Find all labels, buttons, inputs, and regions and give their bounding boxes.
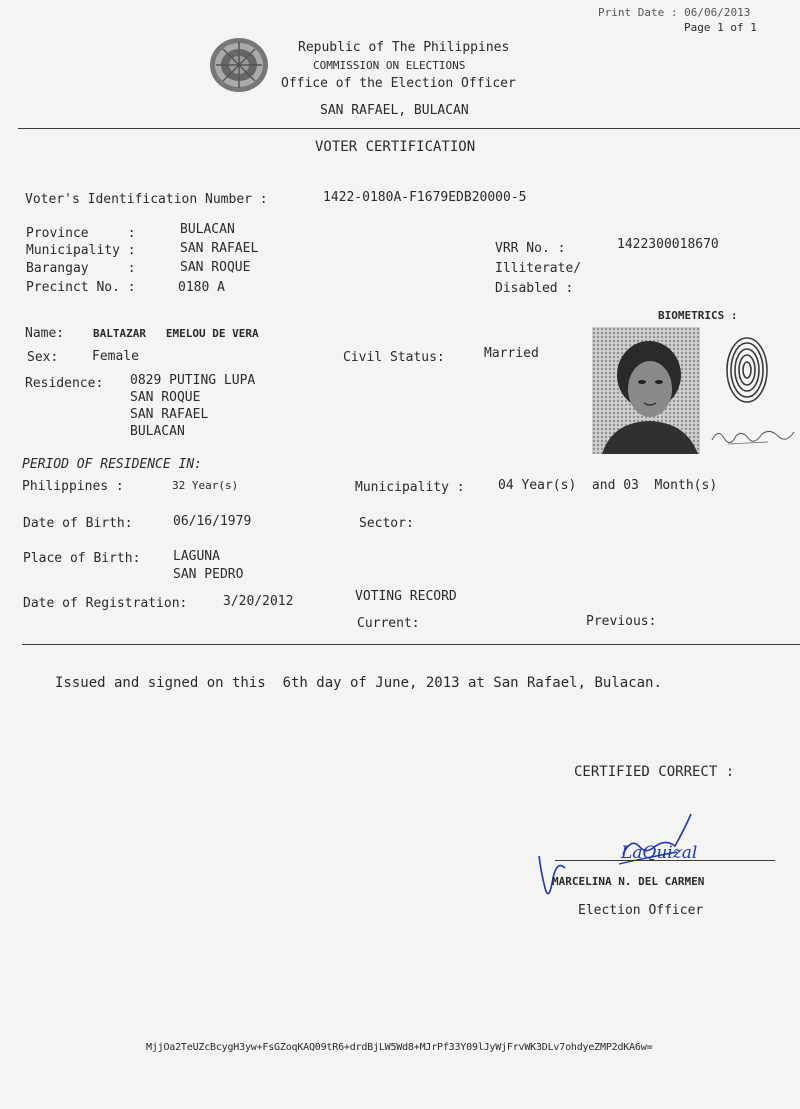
comelec-seal-icon xyxy=(208,36,270,94)
civil-status-value: Married xyxy=(484,346,539,361)
vrr-label: VRR No. : xyxy=(495,241,566,256)
residence-label: Residence: xyxy=(25,376,104,391)
residence-line: SAN RAFAEL xyxy=(130,407,209,422)
sector-label: Sector: xyxy=(359,516,414,531)
sex-label: Sex: xyxy=(27,350,59,365)
municipality-value: SAN RAFAEL xyxy=(180,241,259,256)
vin-label: Voter's Identification Number : xyxy=(25,192,268,207)
pob-line: LAGUNA xyxy=(173,549,220,564)
biometric-signature xyxy=(708,420,798,450)
precinct-label: Precinct No. : xyxy=(26,280,136,295)
issued-statement: Issued and signed on this 6th day of June, 2013 at San Rafael, Bulacan. xyxy=(55,675,662,691)
vin-value: 1422-0180A-F1679EDB20000-5 xyxy=(323,190,527,205)
header-republic: Republic of The Philippines xyxy=(298,40,510,55)
residence-line: 0829 PUTING LUPA xyxy=(130,373,256,388)
header-comelec: COMMISSION ON ELECTIONS xyxy=(313,59,466,72)
province-label: Province : xyxy=(26,226,136,241)
biometrics-label: BIOMETRICS : xyxy=(658,309,738,322)
dob-value: 06/16/1979 xyxy=(173,514,252,529)
body-divider xyxy=(22,644,800,645)
officer-signature xyxy=(535,808,705,908)
verification-code: MjjOa2TeUZcBcygH3yw+FsGZoqKAQ09tR6+drdBjLW5Wd8+MJrPf33Y09lJyWjFrvWK3DLv7ohdyeZMP2dKA6w= xyxy=(146,1042,653,1053)
vrr-value: 1422300018670 xyxy=(617,237,719,252)
name-label: Name: xyxy=(25,326,65,341)
voting-record-label: VOTING RECORD xyxy=(355,589,457,604)
signature-line xyxy=(555,860,775,861)
municipality-label: Municipality : xyxy=(26,243,136,258)
residence-line: BULACAN xyxy=(130,424,185,439)
sex-value: Female xyxy=(92,349,139,364)
civil-status-label: Civil Status: xyxy=(343,350,445,365)
thumbprint-icon xyxy=(722,330,772,410)
disabled-label: Disabled : xyxy=(495,281,574,296)
municipality-period-value: 04 Year(s) and 03 Month(s) xyxy=(498,478,718,493)
period-heading: PERIOD OF RESIDENCE IN: xyxy=(22,457,203,472)
officer-name: MARCELINA N. DEL CARMEN xyxy=(552,875,705,888)
header-office: Office of the Election Officer xyxy=(281,76,516,91)
province-value: BULACAN xyxy=(180,222,235,237)
barangay-label: Barangay : xyxy=(26,261,136,276)
dob-label: Date of Birth: xyxy=(23,516,133,531)
registration-label: Date of Registration: xyxy=(23,596,188,611)
pob-line: SAN PEDRO xyxy=(173,567,244,582)
precinct-value: 0180 A xyxy=(178,280,225,295)
header-divider xyxy=(18,128,800,129)
officer-signature-text: LaQuizal xyxy=(621,843,698,863)
philippines-label: Philippines : xyxy=(22,479,124,494)
header-location: SAN RAFAEL, BULACAN xyxy=(320,103,469,118)
print-date: Print Date : 06/06/2013 xyxy=(598,6,751,19)
officer-title: Election Officer xyxy=(578,903,704,918)
certified-correct: CERTIFIED CORRECT : xyxy=(574,764,735,780)
current-label: Current: xyxy=(357,616,420,631)
municipality-period-label: Municipality : xyxy=(355,480,465,495)
previous-label: Previous: xyxy=(586,614,657,629)
philippines-value: 32 Year(s) xyxy=(172,479,239,492)
illiterate-label: Illiterate/ xyxy=(495,261,582,276)
pob-label: Place of Birth: xyxy=(23,551,141,566)
barangay-value: SAN ROQUE xyxy=(180,260,251,275)
voter-photo xyxy=(592,327,700,454)
voter-name: BALTAZAR EMELOU DE VERA xyxy=(93,327,259,340)
document-title: VOTER CERTIFICATION xyxy=(315,139,476,155)
registration-value: 3/20/2012 xyxy=(223,594,294,609)
page-number: Page 1 of 1 xyxy=(684,21,757,34)
residence-line: SAN ROQUE xyxy=(130,390,201,405)
